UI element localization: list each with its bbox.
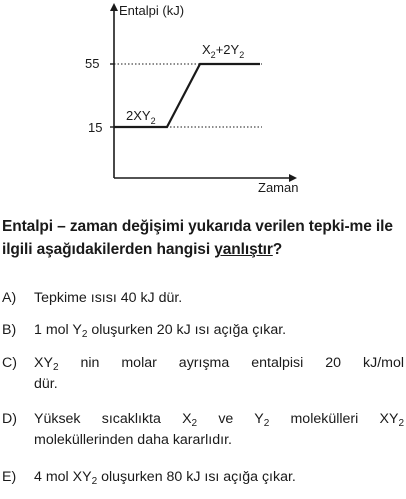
option-a-letter: A) — [2, 290, 17, 306]
option-d-text — [34, 409, 404, 451]
enthalpy-graph-svg — [0, 0, 406, 200]
option-d-line1: Yüksek sıcaklıkta $X_2$ ve $Y_2$ molekülleri $XY_2$ — [34, 411, 404, 429]
option-c-letter: C) — [2, 355, 17, 371]
x-axis-label: Zaman — [258, 180, 299, 195]
question-keyword: yanlıştır — [214, 241, 273, 258]
option-c-line2: dür. — [34, 376, 58, 392]
option-c-text — [34, 353, 404, 395]
question-text — [2, 215, 402, 261]
option-b-text: 1 mol $Y_2$ oluşurken 20 kJ ısı açığa çıkar. — [34, 322, 287, 340]
option-e-letter: E) — [2, 469, 17, 485]
question-stem: Entalpi – zaman değişimi yukarıda verilen tepki-me ile ilgili aşağıdakilerden hangisi — [2, 218, 393, 258]
option-e-text: 4 mol $XY_2$ oluşurken 80 kJ ısı açığa çıkar. — [34, 469, 296, 487]
product-label: $X_2+2Y_2$ — [202, 42, 245, 60]
reactant-label: $2XY_2$ — [126, 108, 156, 126]
option-c-line1: $XY_2$ nin molar ayrışma entalpisi 20 kJ/mol — [34, 355, 404, 373]
y-axis-arrow — [110, 3, 118, 11]
tick-label-low: 15 — [88, 120, 103, 135]
y-axis-label: Entalpi (kJ) — [119, 3, 185, 18]
option-b-letter: B) — [2, 322, 17, 338]
option-d-letter: D) — [2, 411, 17, 427]
enthalpy-time-graph — [0, 0, 406, 200]
option-a-text: Tepkime ısısı 40 kJ dür. — [34, 290, 183, 306]
question-mark: ? — [272, 241, 283, 258]
option-d-line2: moleküllerinden daha kararlıdır. — [34, 432, 232, 448]
tick-label-high: 55 — [85, 56, 100, 71]
